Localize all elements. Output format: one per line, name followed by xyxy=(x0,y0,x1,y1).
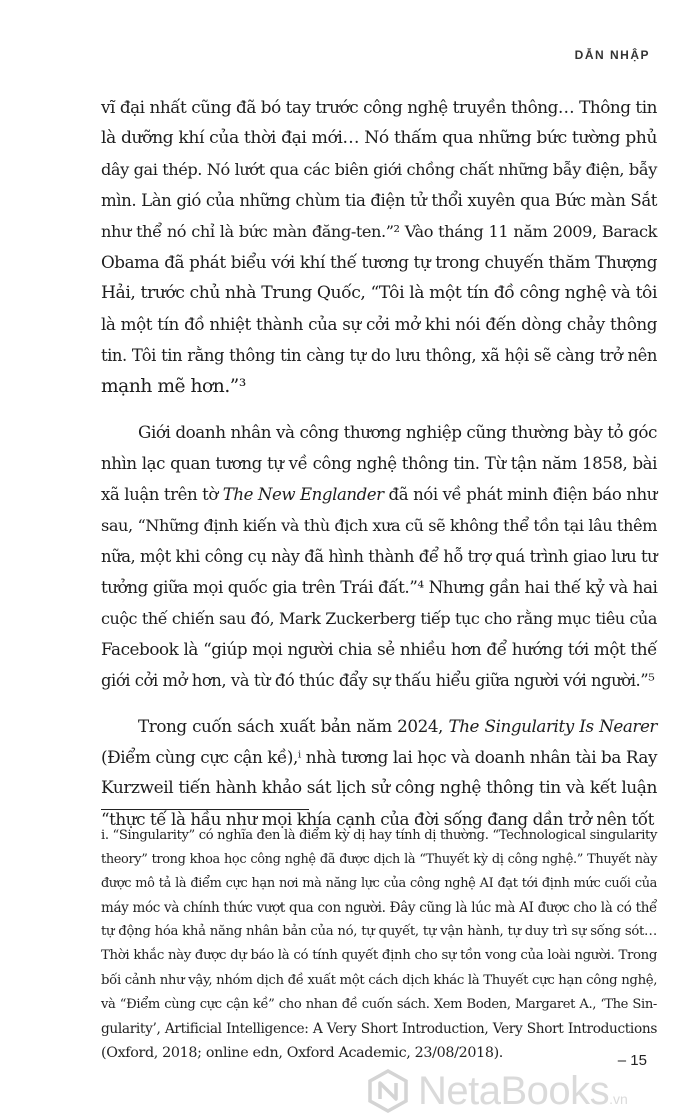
text-line: Kurzweil tiến hành khảo sát lịch sử công nghệ thông tin và kết luận xyxy=(101,778,657,798)
text-line: nhìn lạc quan tương tự về công nghệ thông tin. Từ tận năm 1858, bài xyxy=(101,454,657,473)
text-line: Giới doanh nhân và công thương nghiệp cũng thường bày tỏ góc xyxy=(138,422,657,442)
text-line: tin. Tôi tin rằng thông tin càng tự do lưu thông, xã hội sẽ càng trở nên xyxy=(101,346,657,365)
text-line: Obama đã phát biểu với khí thế tương tự trong chuyến thăm Thượng xyxy=(101,252,657,272)
netabooks-logo-icon xyxy=(366,1069,410,1113)
text-line: xã luận trên tờ The New Englander đã nói về phát minh điện báo như xyxy=(101,485,657,504)
text-line: “thực tế là hầu như mọi khía cạnh của đời sống đang dần trở nên tốt xyxy=(101,809,654,829)
watermark-text xyxy=(418,1069,628,1114)
footnote-line: và “Điểm cùng cực cận kề” cho nhan đề cuốn sách. Xem Boden, Margaret A., ‘The Sin- xyxy=(101,996,657,1012)
footnote-line: gularity’, Artificial Intelligence: A Very Short Introduction, Very Short Introductions xyxy=(101,1020,657,1037)
paragraph xyxy=(101,417,657,696)
text-line: Hải, trước chủ nhà Trung Quốc, “Tôi là một tín đồ công nghệ và tôi xyxy=(101,283,657,303)
footnote-line: i. “Singularity” có nghĩa đen là điểm kỳ dị hay tính dị thường. “Technological singularity xyxy=(101,828,657,843)
running-head: DẪN NHẬP xyxy=(574,48,650,62)
text-line: như thể nó chỉ là bức màn đăng-ten.”² Vào tháng 11 năm 2009, Barack xyxy=(101,222,657,241)
text-line: vĩ đại nhất cũng đã bó tay trước công nghệ truyền thông… Thông tin xyxy=(101,97,657,117)
footnote-line: theory” trong khoa học công nghệ đã được dịch là “Thuyết kỳ dị công nghệ.” Thuyết này xyxy=(101,852,657,868)
body-text xyxy=(101,92,657,835)
text-line: giới cởi mở hơn, và từ đó thúc đẩy sự thấu hiểu giữa người với người.”⁵ xyxy=(101,671,655,690)
text-line: nữa, một khi công cụ này đã hình thành để hỗ trợ quá trình giao lưu tư xyxy=(101,547,658,566)
text-line: cuộc thế chiến sau đó, Mark Zuckerberg tiếp tục cho rằng mục tiêu của xyxy=(101,609,657,628)
footnote-line: tự động hóa khả năng nhân bản của nó, tự quyết, tự vận hành, tự duy trì sự sống sót… xyxy=(101,924,657,940)
text-line: tưởng giữa mọi quốc gia trên Trái đất.”⁴ Nhưng gần hai thế kỷ và hai xyxy=(101,577,658,597)
footnotes xyxy=(101,824,657,1065)
footnote-line: được mô tả là điểm cực hạn nơi mà năng lực của công nghệ AI đạt tới định mức cuối của xyxy=(101,876,657,892)
footnote-line: Thời khắc này được dự báo là có tính quyết định cho sự tồn vong của loài người. Trong xyxy=(101,948,657,964)
book-title: The Singularity Is Nearer xyxy=(448,716,658,736)
paragraph-gap xyxy=(101,402,657,417)
text-line: mạnh mẽ hơn.”³ xyxy=(101,376,246,397)
paragraph xyxy=(101,711,657,835)
page-number: – 15 xyxy=(617,1052,647,1069)
watermark-brand: NetaBooks xyxy=(418,1068,610,1113)
text-line: dây gai thép. Nó lướt qua các biên giới chồng chất những bẫy điện, bẫy xyxy=(101,160,657,179)
watermark xyxy=(366,1062,700,1120)
book-title: The New Englander xyxy=(222,485,384,504)
text-line: sau, “Những định kiến và thù địch xưa cũ sẽ không thể tồn tại lâu thêm xyxy=(101,516,657,535)
paragraph xyxy=(101,92,657,402)
footnote-line: bối cảnh như vậy, nhóm dịch đề xuất một cách dịch khác là Thuyết cực hạn công nghệ, xyxy=(101,972,658,988)
footnote-line: máy móc và chính thức vượt qua con người. Đây cũng là lúc mà AI được cho là có thể xyxy=(101,900,657,917)
text-line: Facebook là “giúp mọi người chia sẻ nhiều hơn để hướng tới một thế xyxy=(101,639,657,659)
footnote-divider xyxy=(101,809,309,810)
watermark-suffix: .vn xyxy=(609,1090,628,1107)
text-line: Trong cuốn sách xuất bản năm 2024, The Singularity Is Nearer xyxy=(138,716,658,736)
footnote-line: (Oxford, 2018; online edn, Oxford Academic, 23/08/2018). xyxy=(101,1044,503,1061)
paragraph-gap xyxy=(101,696,657,711)
text-line: (Điểm cùng cực cận kề),ⁱ nhà tương lai học và doanh nhân tài ba Ray xyxy=(101,747,657,767)
text-line: là dưỡng khí của thời đại mới… Nó thấm qua những bức tường phủ xyxy=(101,128,657,148)
text-line: mìn. Làn gió của những chùm tia điện tử thổi xuyên qua Bức màn Sắt xyxy=(101,191,657,210)
text-line: là một tín đồ nhiệt thành của sự cởi mở khi nói đến dòng chảy thông xyxy=(101,314,657,334)
